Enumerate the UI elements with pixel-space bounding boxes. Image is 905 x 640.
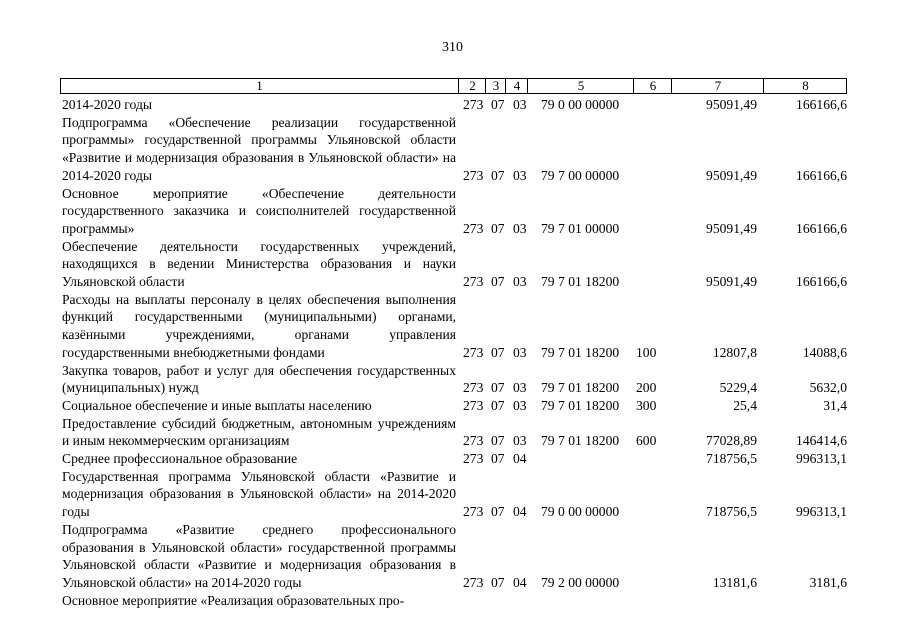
col-8: 166166,6 bbox=[796, 167, 847, 183]
col-6: 600 bbox=[636, 433, 657, 449]
header-cell-2: 2 bbox=[458, 79, 486, 93]
col-5: 79 7 01 00000 bbox=[541, 220, 620, 236]
col-7: 95091,49 bbox=[706, 274, 757, 290]
col-8: 996313,1 bbox=[796, 504, 847, 520]
col-5: 79 0 00 00000 bbox=[541, 504, 620, 520]
col-2: 273 bbox=[463, 433, 484, 449]
col-4: 03 bbox=[513, 380, 527, 396]
col-8: 5632,0 bbox=[809, 380, 847, 396]
col-4: 03 bbox=[513, 274, 527, 290]
page-number: 310 bbox=[442, 40, 463, 55]
row-description: Государственная программа Ульяновской области «Развитие и модернизация образования в Ульяновской области» на 2014-2020 годы bbox=[62, 468, 456, 520]
col-7: 12807,8 bbox=[712, 344, 757, 360]
col-2: 273 bbox=[463, 397, 484, 413]
col-8: 166166,6 bbox=[796, 220, 847, 236]
col-5: 79 7 01 18200 bbox=[541, 397, 620, 413]
col-7: 77028,89 bbox=[706, 433, 757, 449]
table-row bbox=[0, 592, 905, 610]
row-description: Обеспечение деятельности государственных учреждений, находящихся в ведении Министерства образования и науки Ульяновской области bbox=[62, 238, 456, 290]
col-3: 07 bbox=[491, 380, 505, 396]
col-6: 200 bbox=[636, 380, 657, 396]
col-4: 03 bbox=[513, 344, 527, 360]
table-row bbox=[0, 468, 905, 521]
col-6: 100 bbox=[636, 344, 657, 360]
col-4: 03 bbox=[513, 397, 527, 413]
col-4: 04 bbox=[513, 451, 527, 467]
col-5: 79 7 01 18200 bbox=[541, 380, 620, 396]
table-row bbox=[0, 362, 905, 397]
col-3: 07 bbox=[491, 274, 505, 290]
table-row bbox=[0, 291, 905, 362]
col-3: 07 bbox=[491, 451, 505, 467]
col-8: 3181,6 bbox=[809, 574, 847, 590]
col-8: 166166,6 bbox=[796, 97, 847, 112]
col-2: 273 bbox=[463, 380, 484, 396]
col-8: 996313,1 bbox=[796, 451, 847, 467]
col-8: 31,4 bbox=[823, 397, 847, 413]
row-description: Среднее профессиональное образование bbox=[62, 451, 298, 467]
table-header bbox=[60, 78, 847, 94]
row-description: Социальное обеспечение и иные выплаты населению bbox=[62, 397, 372, 413]
col-4: 03 bbox=[513, 97, 527, 112]
col-3: 07 bbox=[491, 433, 505, 449]
header-cell-7: 7 bbox=[671, 79, 764, 93]
col-2: 273 bbox=[463, 451, 484, 467]
col-7: 718756,5 bbox=[706, 504, 757, 520]
col-5: 79 0 00 00000 bbox=[541, 97, 620, 112]
col-3: 07 bbox=[491, 97, 505, 112]
row-description: Расходы на выплаты персоналу в целях обеспечения выполнения функций государственными (муниципальными) органами, казёнными учреждениями, органами управления государственными внебюджетными фондами bbox=[62, 291, 456, 360]
header-cell-4: 4 bbox=[505, 79, 528, 93]
table-row bbox=[0, 238, 905, 291]
header-cell-5: 5 bbox=[527, 79, 634, 93]
col-2: 273 bbox=[463, 344, 484, 360]
table-row bbox=[0, 114, 905, 185]
col-3: 07 bbox=[491, 344, 505, 360]
col-3: 07 bbox=[491, 220, 505, 236]
col-7: 95091,49 bbox=[706, 97, 757, 112]
row-description: Закупка товаров, работ и услуг для обеспечения государственных (муниципальных) нужд bbox=[62, 362, 456, 396]
col-3: 07 bbox=[491, 167, 505, 183]
col-8: 166166,6 bbox=[796, 274, 847, 290]
col-2: 273 bbox=[463, 504, 484, 520]
col-7: 95091,49 bbox=[706, 167, 757, 183]
col-2: 273 bbox=[463, 167, 484, 183]
row-description: Подпрограмма «Обеспечение реализации государственной программы» государственной программы Ульяновской области «Развитие и модернизация образования в Ульяновской области» на 2014-2020 годы bbox=[62, 114, 456, 183]
header-cell-3: 3 bbox=[485, 79, 506, 93]
table-row bbox=[0, 397, 905, 415]
table-row bbox=[0, 185, 905, 238]
col-2: 273 bbox=[463, 274, 484, 290]
row-description: Основное мероприятие «Обеспечение деятельности государственного заказчика и соисполнителей государственной программы» bbox=[62, 185, 456, 236]
col-8: 14088,6 bbox=[802, 344, 847, 360]
row-description: Основное мероприятие «Реализация образовательных про- bbox=[62, 592, 405, 608]
row-description: Подпрограмма «Развитие среднего профессионального образования в Ульяновской области» государственной программы Ульяновской области «Развитие и модернизация образования в Ульяновской области» на 2014-2020 годы bbox=[62, 521, 456, 590]
col-3: 07 bbox=[491, 504, 505, 520]
col-4: 04 bbox=[513, 504, 527, 520]
col-5: 79 2 00 00000 bbox=[541, 574, 620, 590]
col-7: 718756,5 bbox=[706, 451, 757, 467]
col-3: 07 bbox=[491, 574, 505, 590]
col-4: 03 bbox=[513, 433, 527, 449]
header-cell-8: 8 bbox=[763, 79, 847, 93]
table-row bbox=[0, 415, 905, 450]
row-description: Предоставление субсидий бюджетным, автономным учреждениям и иным некоммерческим организациям bbox=[62, 415, 456, 449]
col-5: 79 7 00 00000 bbox=[541, 167, 620, 183]
col-5: 79 7 01 18200 bbox=[541, 433, 620, 449]
col-7: 5229,4 bbox=[719, 380, 757, 396]
col-2: 273 bbox=[463, 220, 484, 236]
header-cell-1: 1 bbox=[256, 78, 263, 93]
col-7: 95091,49 bbox=[706, 220, 757, 236]
col-3: 07 bbox=[491, 397, 505, 413]
col-8: 146414,6 bbox=[796, 433, 847, 449]
col-5: 79 7 01 18200 bbox=[541, 344, 620, 360]
table-row bbox=[0, 450, 905, 468]
col-5: 79 7 01 18200 bbox=[541, 274, 620, 290]
header-cell-6: 6 bbox=[633, 79, 672, 93]
table-row bbox=[0, 96, 905, 114]
table-body bbox=[0, 96, 905, 609]
row-description: 2014-2020 годы bbox=[62, 97, 152, 112]
col-2: 273 bbox=[463, 574, 484, 590]
col-6: 300 bbox=[636, 397, 657, 413]
col-2: 273 bbox=[463, 97, 484, 112]
col-7: 13181,6 bbox=[712, 574, 757, 590]
col-7: 25,4 bbox=[733, 397, 757, 413]
table-row bbox=[0, 521, 905, 592]
col-4: 03 bbox=[513, 220, 527, 236]
col-4: 04 bbox=[513, 574, 527, 590]
col-4: 03 bbox=[513, 167, 527, 183]
